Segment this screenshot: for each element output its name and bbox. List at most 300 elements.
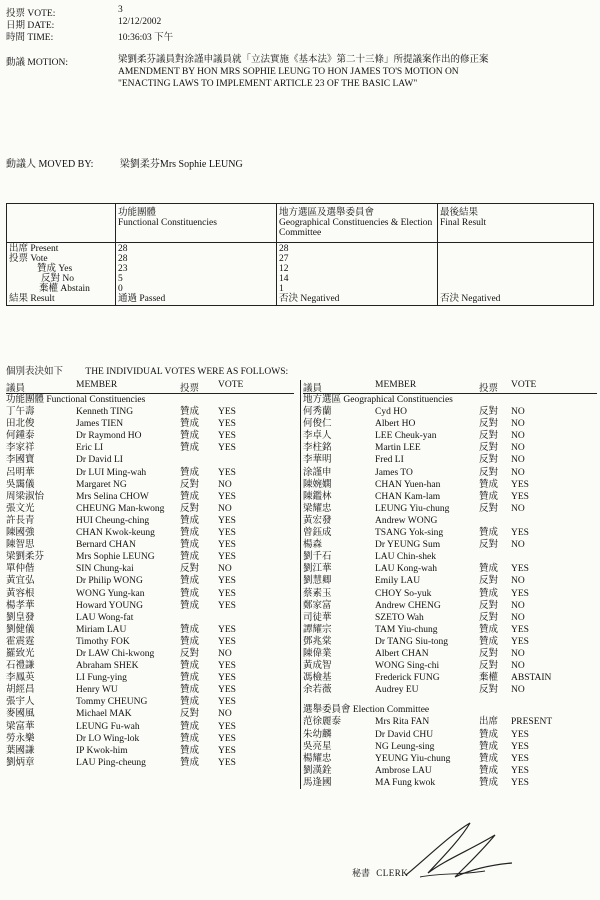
summary-row-labels: [7, 243, 116, 306]
vote-zh: 贊成: [180, 443, 200, 454]
vote-zh: 出席: [479, 717, 499, 728]
member-name-en: Margaret NG: [76, 479, 127, 490]
member-name-en: LEUNG Yiu-chung: [375, 503, 450, 514]
member-row: [6, 696, 294, 708]
date-value: 12/12/2002: [118, 17, 162, 27]
row-label-abstain: 棄權 Abstain: [39, 284, 90, 294]
gc-values: [277, 243, 438, 306]
vote-en: YES: [218, 407, 236, 418]
member-name-en: CHOY So-yuk: [375, 588, 432, 599]
member-row: [6, 515, 294, 527]
member-name-zh: 劉千石: [303, 552, 332, 563]
member-name-zh: 羅致光: [6, 648, 35, 659]
vote-en: YES: [218, 600, 236, 611]
vote-zh: 贊成: [479, 491, 499, 502]
header-member-en: MEMBER: [375, 380, 417, 390]
member-row: [303, 467, 597, 479]
member-name-en: Frederick FUNG: [375, 673, 440, 684]
member-name-zh: 李華明: [303, 455, 332, 466]
member-row: [6, 648, 294, 660]
member-row: [303, 430, 597, 442]
member-name-zh: 丁午壽: [6, 407, 35, 418]
gc-vote: 27: [279, 254, 289, 264]
vote-en: NO: [218, 648, 232, 659]
final-header-zh: 最後結果: [440, 208, 479, 218]
individual-votes-title-en: THE INDIVIDUAL VOTES WERE AS FOLLOWS:: [85, 367, 289, 377]
member-name-zh: 李柱銘: [303, 443, 332, 454]
member-name-zh: 黃宏發: [303, 515, 332, 526]
vote-en: YES: [218, 588, 236, 599]
fc-abstain: 0: [118, 284, 123, 294]
vote-en: NO: [218, 564, 232, 575]
member-name-en: Timothy FOK: [76, 636, 130, 647]
vote-zh: 反對: [479, 407, 499, 418]
member-row: [303, 648, 597, 660]
vote-zh: 贊成: [180, 721, 200, 732]
vote-en: ABSTAIN: [511, 673, 552, 684]
vote-zh: 反對: [479, 576, 499, 587]
vote-en: NO: [511, 407, 525, 418]
member-row: [6, 563, 294, 575]
signature-drawing: [400, 815, 520, 885]
vote-en: YES: [511, 753, 529, 764]
member-row: [303, 684, 597, 696]
vote-zh: 贊成: [180, 685, 200, 696]
member-name-zh: 張文光: [6, 503, 35, 514]
member-row: [6, 588, 294, 600]
time-value: 10:36:03 下午: [118, 33, 174, 43]
row-label-vote: 投票 Vote: [9, 254, 48, 264]
vote-en: YES: [218, 624, 236, 635]
vote-zh: 反對: [180, 503, 200, 514]
member-name-zh: 張宇人: [6, 697, 35, 708]
member-name-zh: 胡經昌: [6, 685, 35, 696]
section-title-election-committee: 選舉委員會 Election Committee: [303, 705, 430, 716]
vote-en: NO: [511, 612, 525, 623]
moved-by-value: 梁劉柔芬Mrs Sophie LEUNG: [119, 159, 243, 170]
member-name-en: LAU Ping-cheung: [76, 757, 146, 768]
gc-header-zh: 地方選區及選舉委員會: [279, 208, 375, 218]
vote-en: YES: [218, 721, 236, 732]
member-row: [6, 660, 294, 672]
member-name-en: Kenneth TING: [76, 407, 134, 418]
member-name-en: Audrey EU: [375, 685, 419, 696]
member-row: [303, 539, 597, 551]
member-name-zh: 劉漢銓: [303, 765, 332, 776]
vote-zh: 贊成: [180, 491, 200, 502]
vote-en: YES: [511, 624, 529, 635]
member-name-zh: 李家祥: [6, 443, 35, 454]
member-name-en: Dr Raymond HO: [76, 431, 142, 442]
vote-zh: 贊成: [479, 624, 499, 635]
header-member-zh: 議員: [6, 384, 26, 394]
vote-number: 3: [118, 5, 123, 15]
member-name-en: Howard YOUNG: [76, 600, 143, 611]
member-name-zh: 馮檢基: [303, 673, 332, 684]
member-name-zh: 陳偉業: [303, 648, 332, 659]
member-name-zh: 劉江華: [303, 564, 332, 575]
member-name-zh: 楊耀忠: [303, 753, 332, 764]
member-row: [6, 600, 294, 612]
vote-zh: 贊成: [180, 515, 200, 526]
member-row: [6, 406, 294, 418]
member-name-en: LI Fung-ying: [76, 673, 127, 684]
vote-en: YES: [218, 745, 236, 756]
header-vote-zh: 投票: [479, 384, 499, 394]
member-name-zh: 何秀蘭: [303, 407, 332, 418]
geographical-election-column: [300, 380, 597, 789]
member-name-zh: 梁劉柔芬: [6, 552, 45, 563]
vote-zh: 反對: [479, 419, 499, 430]
member-name-zh: 黃宜弘: [6, 576, 35, 587]
header-vote-en: VOTE: [218, 380, 244, 390]
section-title-geographical: 地方選區 Geographical Constituencies: [303, 395, 453, 405]
vote-en: YES: [511, 741, 529, 752]
member-row: [303, 503, 597, 515]
vote-en: YES: [511, 564, 529, 575]
member-row: [6, 575, 294, 587]
member-row: [303, 454, 597, 466]
row-label-yes: 贊成 Yes: [37, 264, 73, 274]
member-name-zh: 陳婉嫻: [303, 479, 332, 490]
member-name-en: Dr Philip WONG: [76, 576, 143, 587]
vote-zh: 贊成: [479, 741, 499, 752]
member-row: [6, 418, 294, 430]
final-header-en: Final Result: [440, 218, 487, 228]
vote-en: YES: [511, 491, 529, 502]
member-name-en: Eric LI: [76, 443, 104, 454]
vote-en: YES: [511, 729, 529, 740]
member-row: [6, 612, 294, 624]
member-name-en: Andrew CHENG: [375, 600, 441, 611]
vote-en: YES: [218, 697, 236, 708]
geographical-member-list: [303, 406, 597, 696]
vote-zh: 反對: [479, 443, 499, 454]
final-values: [438, 243, 594, 306]
member-name-zh: 朱幼麟: [303, 729, 332, 740]
member-name-zh: 麥國風: [6, 709, 35, 720]
member-row: [6, 624, 294, 636]
vote-zh: 贊成: [180, 661, 200, 672]
member-row: [303, 600, 597, 612]
member-row: [6, 539, 294, 551]
vote-en: YES: [218, 431, 236, 442]
member-name-en: NG Leung-sing: [375, 741, 435, 752]
member-name-zh: 梁耀忠: [303, 503, 332, 514]
member-row: [303, 418, 597, 430]
member-name-en: Albert CHAN: [375, 648, 429, 659]
member-name-zh: 何俊仁: [303, 419, 332, 430]
vote-zh: 反對: [180, 564, 200, 575]
vote-zh: 贊成: [180, 733, 200, 744]
functional-constituencies-column: [6, 380, 294, 769]
fc-present: 28: [118, 244, 128, 254]
member-name-zh: 譚耀宗: [303, 624, 332, 635]
summary-table: [6, 203, 594, 306]
member-row: [303, 406, 597, 418]
vote-en: NO: [511, 600, 525, 611]
vote-en: YES: [511, 479, 529, 490]
summary-corner-cell: [7, 204, 116, 243]
vote-zh: 贊成: [479, 564, 499, 575]
member-name-zh: 梁富華: [6, 721, 35, 732]
member-name-zh: 呂明華: [6, 467, 35, 478]
member-name-zh: 楊森: [303, 540, 323, 551]
vote-zh: 反對: [479, 685, 499, 696]
member-row: [6, 745, 294, 757]
vote-zh: 反對: [479, 661, 499, 672]
vote-en: YES: [218, 661, 236, 672]
member-name-en: Mrs Selina CHOW: [76, 491, 149, 502]
member-name-en: Mrs Rita FAN: [375, 717, 430, 728]
member-row: [303, 491, 597, 503]
vote-en: YES: [511, 777, 529, 788]
vote-en: NO: [511, 443, 525, 454]
vote-en: NO: [511, 685, 525, 696]
member-name-en: LEUNG Fu-wah: [76, 721, 140, 732]
member-row: [303, 672, 597, 684]
member-name-en: WONG Sing-chi: [375, 661, 440, 672]
member-row: [303, 479, 597, 491]
vote-zh: 反對: [180, 709, 200, 720]
moved-by-label: 動議人 MOVED BY:: [6, 159, 94, 170]
moved-by-row: [6, 155, 243, 170]
row-label-no: 反對 No: [41, 274, 74, 284]
member-row: [303, 741, 597, 753]
member-name-zh: 吳靄儀: [6, 479, 35, 490]
final-column-header: [438, 204, 594, 243]
left-column-header: [6, 380, 294, 394]
member-row: [6, 430, 294, 442]
vote-en: NO: [511, 661, 525, 672]
vote-zh: 贊成: [180, 576, 200, 587]
vote-en: YES: [218, 491, 236, 502]
member-name-en: Mrs Sophie LEUNG: [76, 552, 155, 563]
member-row: [6, 454, 294, 466]
member-row: [6, 733, 294, 745]
section-title-functional: 功能團體 Functional Constituencies: [6, 395, 146, 405]
vote-en: NO: [511, 419, 525, 430]
member-name-en: Abraham SHEK: [76, 661, 139, 672]
member-name-en: TSANG Yok-sing: [375, 528, 444, 539]
member-row: [303, 442, 597, 454]
member-name-zh: 鄭家富: [303, 600, 332, 611]
member-name-en: Cyd HO: [375, 407, 407, 418]
vote-en: YES: [218, 540, 236, 551]
member-row: [6, 708, 294, 720]
header-vote-zh: 投票: [180, 384, 200, 394]
member-row: [6, 479, 294, 491]
member-name-en: Miriam LAU: [76, 624, 127, 635]
member-row: [6, 672, 294, 684]
vote-zh: 反對: [479, 503, 499, 514]
vote-en: NO: [511, 467, 525, 478]
vote-zh: 贊成: [180, 419, 200, 430]
vote-en: YES: [218, 528, 236, 539]
member-name-zh: 李鳳英: [6, 673, 35, 684]
vote-en: YES: [218, 673, 236, 684]
fc-no: 5: [118, 274, 123, 284]
member-name-zh: 陳智思: [6, 540, 35, 551]
vote-zh: 贊成: [180, 624, 200, 635]
vote-zh: 贊成: [180, 431, 200, 442]
vote-zh: 贊成: [479, 588, 499, 599]
member-name-zh: 劉皇發: [6, 612, 35, 623]
vote-zh: 贊成: [180, 697, 200, 708]
header-vote-en: VOTE: [511, 380, 537, 390]
member-name-en: James TIEN: [76, 419, 124, 430]
vote-zh: 贊成: [180, 528, 200, 539]
vote-en: NO: [511, 431, 525, 442]
member-row: [303, 716, 597, 728]
member-name-en: CHAN Kam-lam: [375, 491, 441, 502]
member-row: [303, 729, 597, 741]
vote-en: NO: [511, 576, 525, 587]
member-name-en: Tommy CHEUNG: [76, 697, 148, 708]
motion-chinese: 梁劉柔芬議員對涂謹申議員就「立法實施《基本法》第二十三條」所提議案作出的修正案: [118, 55, 489, 65]
member-name-en: CHAN Yuen-han: [375, 479, 441, 490]
vote-zh: 贊成: [180, 600, 200, 611]
vote-en: NO: [511, 503, 525, 514]
member-row: [6, 684, 294, 696]
gc-no: 14: [279, 274, 289, 284]
member-name-zh: 石禮謙: [6, 661, 35, 672]
vote-zh: 贊成: [479, 636, 499, 647]
vote-zh: 贊成: [180, 745, 200, 756]
member-name-en: SZETO Wah: [375, 612, 424, 623]
member-row: [6, 636, 294, 648]
member-name-zh: 鄧兆棠: [303, 636, 332, 647]
member-name-zh: 劉慧卿: [303, 576, 332, 587]
member-name-zh: 李國寶: [6, 455, 35, 466]
member-name-en: Henry WU: [76, 685, 118, 696]
member-name-en: Ambrose LAU: [375, 765, 432, 776]
vote-en: YES: [218, 467, 236, 478]
member-name-zh: 楊孝華: [6, 600, 35, 611]
member-name-zh: 許長青: [6, 515, 35, 526]
member-row: [6, 721, 294, 733]
member-name-en: WONG Yung-kan: [76, 588, 145, 599]
vote-zh: 反對: [479, 467, 499, 478]
vote-zh: 贊成: [479, 528, 499, 539]
gc-abstain: 1: [279, 284, 284, 294]
member-name-en: Michael MAK: [76, 709, 132, 720]
vote-zh: 贊成: [479, 479, 499, 490]
member-name-en: HUI Cheung-ching: [76, 515, 150, 526]
vote-zh: 反對: [479, 648, 499, 659]
member-name-en: Albert HO: [375, 419, 416, 430]
member-row: [6, 757, 294, 769]
row-label-result: 結果 Result: [9, 294, 55, 304]
right-column-header: [303, 380, 597, 394]
vote-en: PRESENT: [511, 717, 553, 728]
fc-yes: 23: [118, 264, 128, 274]
vote-en: YES: [218, 733, 236, 744]
member-name-en: Fred LI: [375, 455, 404, 466]
member-name-zh: 司徒華: [303, 612, 332, 623]
member-row: [303, 551, 597, 563]
member-row: [6, 503, 294, 515]
vote-zh: 贊成: [180, 540, 200, 551]
member-row: [303, 515, 597, 527]
member-name-zh: 蔡素玉: [303, 588, 332, 599]
vote-zh: 贊成: [180, 673, 200, 684]
member-name-en: SIN Chung-kai: [76, 564, 134, 575]
fc-result: 通過 Passed: [118, 294, 166, 304]
individual-votes-title-zh: 個別表決如下: [6, 367, 64, 377]
individual-votes-title: [6, 363, 288, 377]
member-name-en: Bernard CHAN: [76, 540, 136, 551]
member-name-en: LEE Cheuk-yan: [375, 431, 437, 442]
member-row: [6, 467, 294, 479]
fc-column-header: [116, 204, 277, 243]
header-member-en: MEMBER: [76, 380, 118, 390]
vote-zh: 贊成: [180, 552, 200, 563]
vote-en: YES: [511, 765, 529, 776]
final-result: 否決 Negatived: [440, 294, 501, 304]
vote-en: YES: [218, 443, 236, 454]
member-name-en: IP Kwok-him: [76, 745, 128, 756]
member-name-zh: 黃成智: [303, 661, 332, 672]
vote-en: NO: [511, 648, 525, 659]
vote-zh: 反對: [180, 479, 200, 490]
vote-en: YES: [218, 576, 236, 587]
vote-zh: 反對: [479, 600, 499, 611]
member-name-en: Dr LO Wing-lok: [76, 733, 140, 744]
vote-en: YES: [218, 685, 236, 696]
vote-zh: 贊成: [180, 407, 200, 418]
vote-en: NO: [511, 455, 525, 466]
motion-label: 動議 MOTION:: [6, 58, 69, 68]
member-row: [6, 491, 294, 503]
member-row: [6, 527, 294, 539]
member-row: [303, 575, 597, 587]
member-name-en: MA Fung kwok: [375, 777, 436, 788]
row-label-present: 出席 Present: [9, 244, 59, 254]
member-name-zh: 葉國謙: [6, 745, 35, 756]
clerk-label-en: CLERK: [376, 868, 409, 878]
member-name-zh: 黃容根: [6, 588, 35, 599]
election-committee-member-list: [303, 716, 597, 789]
member-row: [303, 636, 597, 648]
member-name-zh: 田北俊: [6, 419, 35, 430]
vote-en: NO: [511, 540, 525, 551]
member-name-zh: 單仲偕: [6, 564, 35, 575]
fc-values: [116, 243, 277, 306]
member-name-en: LAU Wong-fat: [76, 612, 134, 623]
member-name-en: Dr David CHU: [375, 729, 434, 740]
clerk-label-zh: 秘書: [352, 868, 371, 878]
member-name-en: TAM Yiu-chung: [375, 624, 438, 635]
member-name-zh: 劉健儀: [6, 624, 35, 635]
member-name-zh: 何鍾泰: [6, 431, 35, 442]
gc-present: 28: [279, 244, 289, 254]
member-name-zh: 周梁淑怡: [6, 491, 45, 502]
fc-header-zh: 功能團體: [118, 208, 157, 218]
vote-en: YES: [218, 636, 236, 647]
member-name-zh: 余若薇: [303, 685, 332, 696]
vote-en: YES: [511, 588, 529, 599]
member-name-en: Emily LAU: [375, 576, 421, 587]
member-name-zh: 吳亮星: [303, 741, 332, 752]
vote-zh: 反對: [479, 431, 499, 442]
member-name-en: Dr LAW Chi-kwong: [76, 648, 155, 659]
member-name-en: LAU Kong-wah: [375, 564, 438, 575]
vote-zh: 贊成: [180, 757, 200, 768]
motion-text: [118, 54, 588, 90]
vote-en: NO: [218, 479, 232, 490]
member-row: [303, 624, 597, 636]
